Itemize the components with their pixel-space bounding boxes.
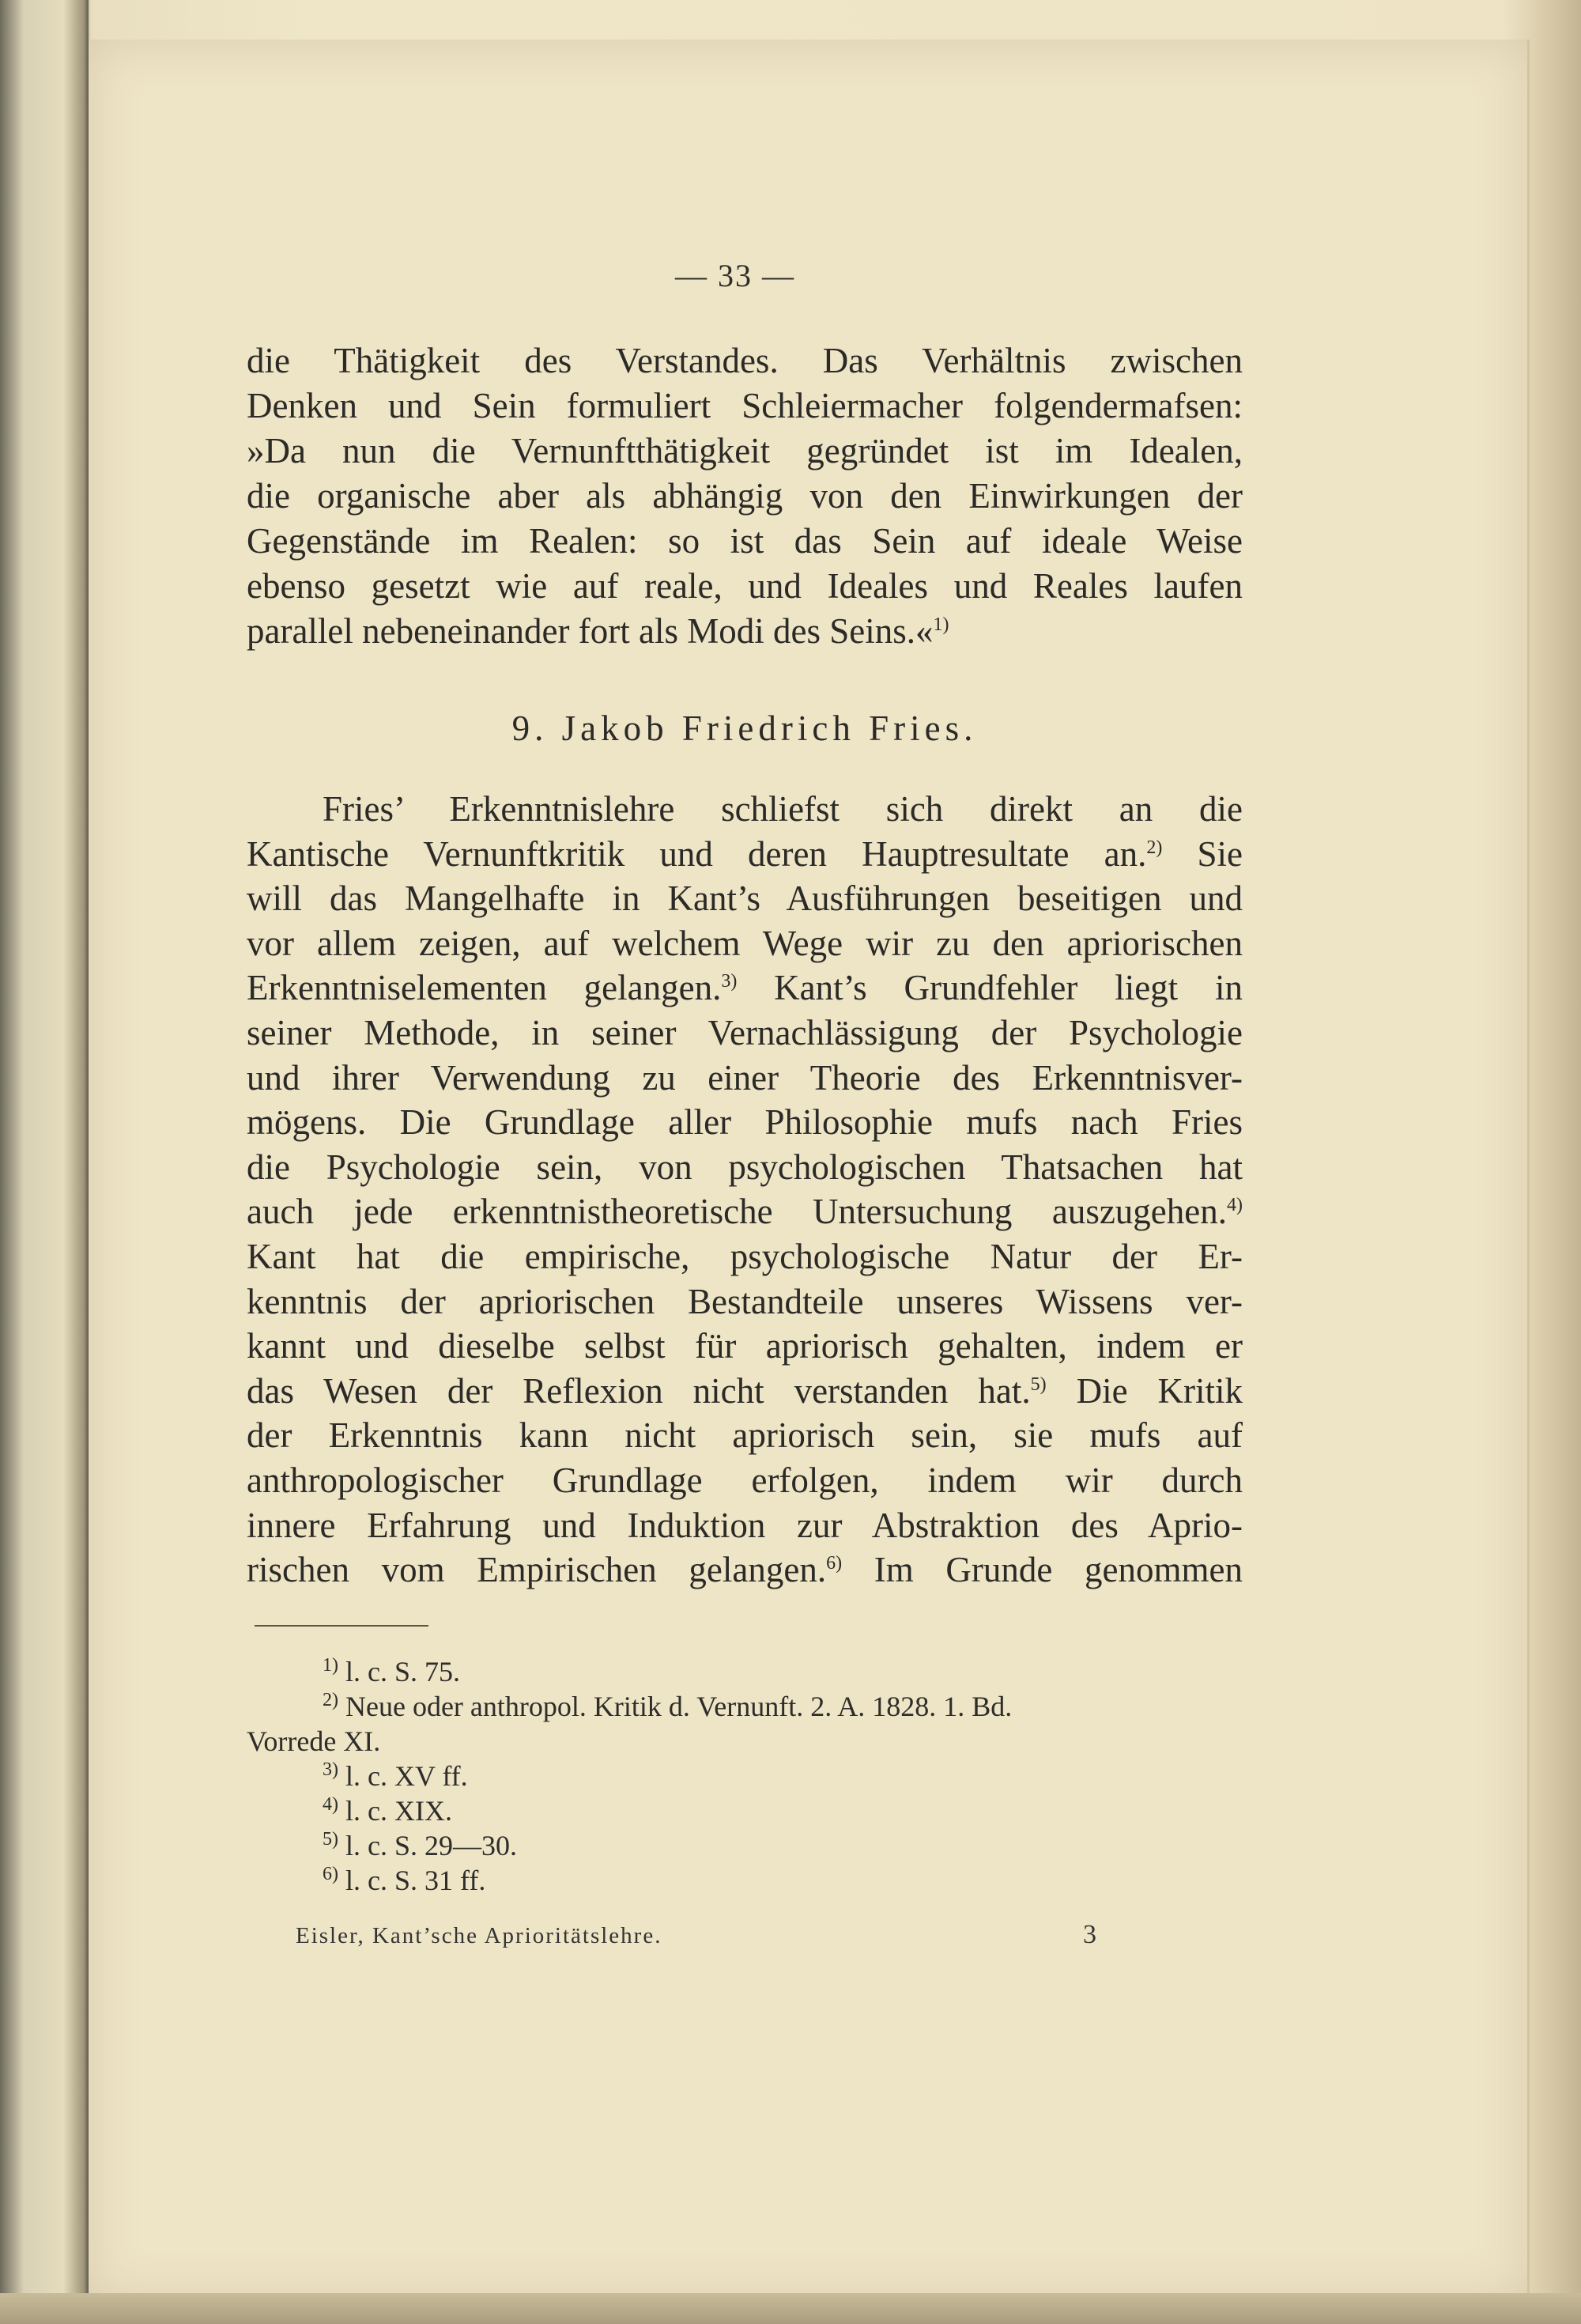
body-text: mögens. Die Grundlage aller Philosophie mufs nach Fries [247,1102,1243,1142]
body-text: vor allem zeigen, auf welchem Wege wir zu den apriorischen [247,924,1243,963]
footnote-text: l. c. XIX. [345,1795,452,1827]
body-text: kenntnis der apriorischen Bestandteile unseres Wissens ver- [247,1282,1243,1321]
body-line [247,1547,1243,1592]
body-text: will das Mangelhafte in Kant’s Ausführungen beseitigen und [247,879,1243,918]
body-text: Erkenntniselementen gelangen. [247,968,722,1007]
footnote-mark: 1) [323,1655,338,1676]
body-line [247,876,1243,920]
footnote-mark: 5) [323,1829,338,1850]
footnote-rule [255,1625,428,1627]
footnote [247,1793,1258,1829]
sheet-number: 3 [1083,1920,1096,1949]
footnote-ref: 4) [1227,1195,1243,1215]
body-text: anthropologischer Grundlage erfolgen, indem wir durch [247,1461,1243,1500]
footnote-text: Vorrede XI. [247,1725,381,1757]
body-text: die Psychologie sein, von psychologischen Thatsachen hat [247,1147,1243,1187]
body-text: das Wesen der Reflexion nicht verstanden hat. [247,1371,1031,1411]
section-heading: 9. Jakob Friedrich Fries. [511,709,978,748]
footnote [247,1724,1258,1759]
body-line [247,1458,1243,1502]
footnote [247,1759,1258,1794]
signature-line: Eisler, Kant’sche Aprioritätslehre. [296,1923,662,1948]
body-line [247,1324,1243,1368]
body-line [247,832,1243,876]
footnote-mark: 4) [323,1794,338,1815]
body-line [247,787,1243,831]
footnote-ref: 5) [1030,1374,1047,1395]
footnote [247,1654,1258,1690]
footnote-mark: 3) [323,1759,338,1780]
footnote-text: l. c. XV ff. [345,1760,468,1792]
footnote-text: l. c. S. 75. [345,1656,461,1687]
body-line: »Da nun die Vernunftthätigkeit gegründet ist im Idealen, [247,431,1243,470]
footnote [247,1689,1266,1725]
body-text: Im Grunde genommen [842,1550,1243,1589]
body-text: Kant’s Grundfehler liegt in [737,968,1243,1007]
footnote-ref: 1) [933,614,949,635]
footnote-ref: 6) [826,1553,843,1574]
page-bottom-edge [0,2293,1581,2324]
body-line: die organische aber als abhängig von den Einwirkungen der [247,476,1243,516]
footnote [247,1863,1258,1899]
page-number: — 33 — [675,258,795,293]
footnote-mark: 6) [323,1864,338,1884]
footnote-ref: 3) [721,971,738,992]
body-line [247,921,1243,965]
body-line [247,1145,1243,1189]
body-line [247,965,1243,1010]
footnote-mark: 2) [323,1690,338,1710]
body-line [247,1369,1243,1413]
body-text: innere Erfahrung und Induktion zur Abstraktion des Aprio- [247,1506,1243,1545]
body-text: Kantische Vernunftkritik und deren Hauptresultate an. [247,834,1147,874]
body-line: ebenso gesetzt wie auf reale, und Ideales und Reales laufen [247,566,1243,606]
footnote-text: l. c. S. 29—30. [345,1830,518,1861]
body-text: und ihrer Verwendung zu einer Theorie des Erkenntnisver- [247,1058,1243,1098]
body-text: auch jede erkenntnistheoretische Untersuchung auszugehen. [247,1192,1227,1231]
body-line: Denken und Sein formuliert Schleiermacher folgendermafsen: [247,386,1243,425]
footnote-ref: 2) [1146,837,1163,858]
body-line [247,1234,1243,1279]
body-text: seiner Methode, in seiner Vernachlässigung der Psychologie [247,1013,1243,1052]
body-line [247,1413,1243,1457]
body-line [247,1056,1243,1100]
body-line [247,1011,1243,1055]
footnote-text: l. c. S. 31 ff. [345,1865,486,1896]
body-line [247,609,1243,653]
body-text: Kant hat die empirische, psychologische Natur der Er- [247,1237,1243,1276]
body-text: Sie [1162,834,1243,874]
footnote [247,1828,1258,1864]
body-line: Gegenstände im Realen: so ist das Sein auf ideale Weise [247,521,1243,561]
body-line: die Thätigkeit des Verstandes. Das Verhältnis zwischen [247,341,1243,380]
body-text: Fries’ Erkenntnislehre schliefst sich direkt an die [323,789,1243,829]
body-line [247,1100,1243,1144]
body-text: rischen vom Empirischen gelangen. [247,1550,827,1589]
body-line [247,1189,1243,1234]
book-gutter [0,0,89,2324]
body-text: parallel nebeneinander fort als Modi des Seins.« [247,611,934,651]
body-text: Die Kritik [1046,1371,1243,1411]
footnote-text: Neue oder anthropol. Kritik d. Vernunft. 2. A. 1828. 1. Bd. [345,1691,1013,1722]
body-line [247,1503,1243,1547]
body-text: der Erkenntnis kann nicht apriorisch sein, sie mufs auf [247,1415,1243,1455]
body-text: kannt und dieselbe selbst für apriorisch gehalten, indem er [247,1326,1243,1366]
body-line [247,1279,1243,1324]
